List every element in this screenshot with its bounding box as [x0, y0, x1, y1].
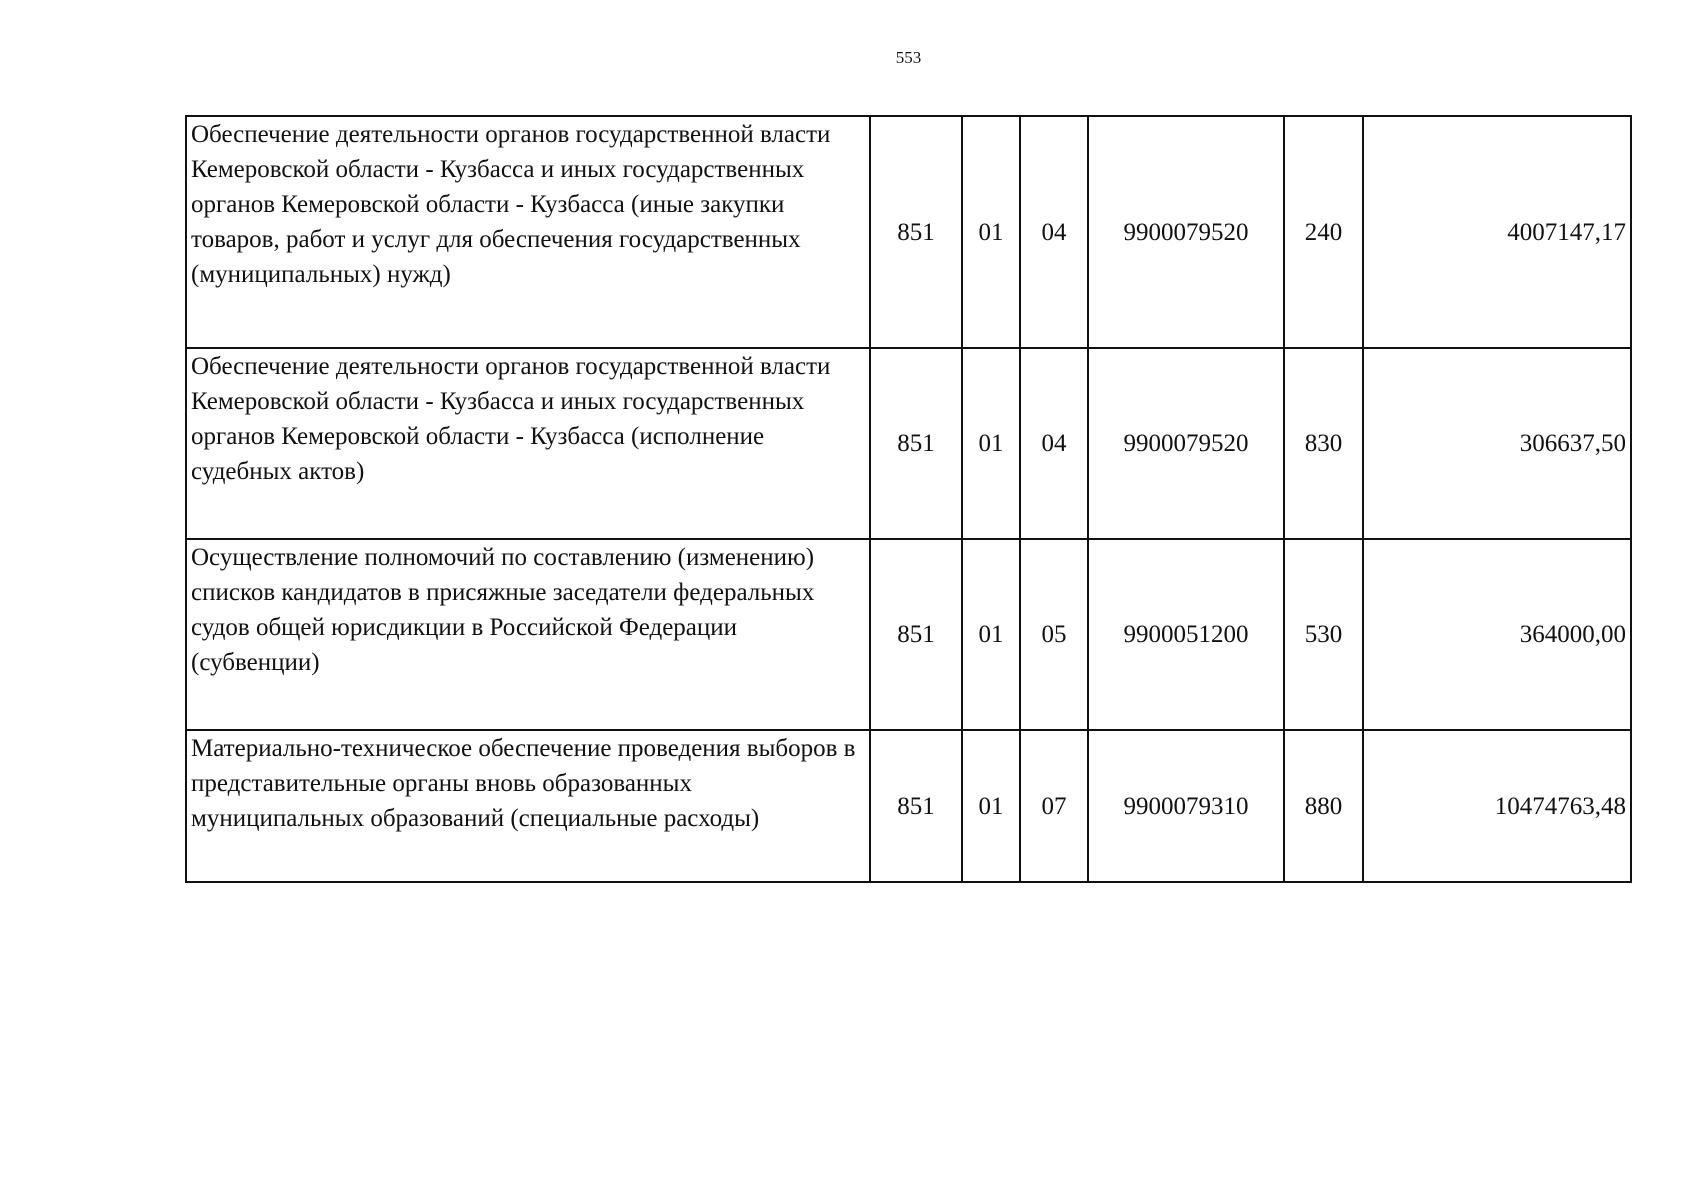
grbs-code: 851	[870, 116, 962, 348]
amount: 10474763,48	[1363, 730, 1631, 882]
table-row	[186, 116, 1631, 348]
subsection-code: 05	[1020, 539, 1088, 730]
section-code: 01	[962, 730, 1020, 882]
target-article-code: 9900051200	[1088, 539, 1284, 730]
expense-type-code: 880	[1284, 730, 1363, 882]
expense-type-code: 830	[1284, 348, 1363, 539]
expense-type-code: 530	[1284, 539, 1363, 730]
subsection-code: 04	[1020, 348, 1088, 539]
target-article-code: 9900079310	[1088, 730, 1284, 882]
subsection-code: 04	[1020, 116, 1088, 348]
section-code: 01	[962, 348, 1020, 539]
row-description: Обеспечение деятельности органов государственной власти Кемеровской области - Кузбасса и иных государственных органов Кемеровской области - Кузбасса (исполнение судебных актов)	[186, 348, 870, 539]
row-description: Осуществление полномочий по составлению (изменению) списков кандидатов в присяжные заседатели федеральных судов общей юрисдикции в Российской Федерации (субвенции)	[186, 539, 870, 730]
target-article-code: 9900079520	[1088, 348, 1284, 539]
table-row	[186, 730, 1631, 882]
section-code: 01	[962, 116, 1020, 348]
grbs-code: 851	[870, 539, 962, 730]
section-code: 01	[962, 539, 1020, 730]
target-article-code: 9900079520	[1088, 116, 1284, 348]
grbs-code: 851	[870, 730, 962, 882]
budget-table	[185, 115, 1632, 883]
subsection-code: 07	[1020, 730, 1088, 882]
grbs-code: 851	[870, 348, 962, 539]
page-number: 553	[895, 48, 922, 67]
amount: 364000,00	[1363, 539, 1631, 730]
row-description: Обеспечение деятельности органов государственной власти Кемеровской области - Кузбасса и иных государственных органов Кемеровской области - Кузбасса (иные закупки товаров, работ и услуг для обеспечения государственных (муниципальных) нужд)	[186, 116, 870, 348]
table-row	[186, 348, 1631, 539]
expense-type-code: 240	[1284, 116, 1363, 348]
row-description: Материально-техническое обеспечение проведения выборов в представительные органы вновь образованных муниципальных образований (специальные расходы)	[186, 730, 870, 882]
amount: 4007147,17	[1363, 116, 1631, 348]
amount: 306637,50	[1363, 348, 1631, 539]
table-row	[186, 539, 1631, 730]
